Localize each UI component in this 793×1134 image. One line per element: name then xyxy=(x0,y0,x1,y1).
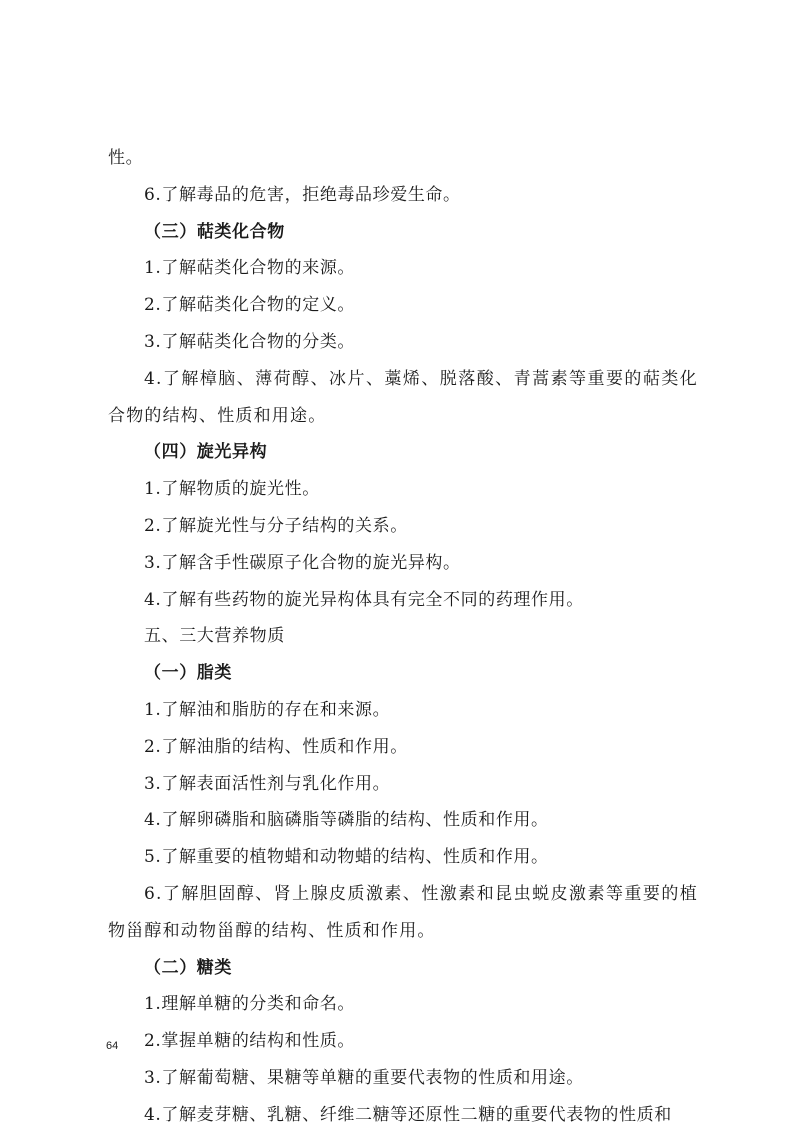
list-item: 4.了解麦芽糖、乳糖、纤维二糖等还原性二糖的重要代表物的性质和 xyxy=(144,1104,672,1125)
list-item: 2.了解旋光性与分子结构的关系。 xyxy=(144,515,408,536)
list-item: 4.了解有些药物的旋光异构体具有完全不同的药理作用。 xyxy=(144,589,584,610)
section-subheading: （一）脂类 xyxy=(144,663,232,684)
list-item: 2.了解萜类化合物的定义。 xyxy=(144,295,356,316)
section-heading: 五、三大营养物质 xyxy=(144,626,285,647)
list-item: 3.了解葡萄糖、果糖等单糖的重要代表物的性质和用途。 xyxy=(144,1067,584,1088)
list-item: 1.了解油和脂肪的存在和来源。 xyxy=(144,699,391,720)
list-item: 6.了解毒品的危害，拒绝毒品珍爱生命。 xyxy=(144,184,461,205)
page-number: 64 xyxy=(106,1040,119,1052)
list-item: 1.了解萜类化合物的来源。 xyxy=(144,258,356,279)
list-item: 1.理解单糖的分类和命名。 xyxy=(144,994,356,1015)
list-item: 5.了解重要的植物蜡和动物蜡的结构、性质和作用。 xyxy=(144,847,549,868)
list-item: 3.了解表面活性剂与乳化作用。 xyxy=(144,773,391,794)
section-subheading: （四）旋光异构 xyxy=(144,442,268,463)
list-item: 2.了解油脂的结构、性质和作用。 xyxy=(144,736,408,757)
list-item: 1.了解物质的旋光性。 xyxy=(144,479,320,500)
section-subheading: （三）萜类化合物 xyxy=(144,221,285,242)
document-body xyxy=(108,140,698,1134)
list-item: 4.了解樟脑、薄荷醇、冰片、藁烯、脱落酸、青蒿素等重要的萜类化合物的结构、性质和用途。 xyxy=(108,368,698,426)
list-item: 3.了解含手性碳原子化合物的旋光异构。 xyxy=(144,552,461,573)
continuation-text: 性。 xyxy=(108,148,144,168)
list-item: 4.了解卵磷脂和脑磷脂等磷脂的结构、性质和作用。 xyxy=(144,810,549,831)
section-subheading: （二）糖类 xyxy=(144,957,232,978)
list-item: 6.了解胆固醇、肾上腺皮质激素、性激素和昆虫蜕皮激素等重要的植物甾醇和动物甾醇的结构、性质和作用。 xyxy=(108,883,698,941)
list-item: 3.了解萜类化合物的分类。 xyxy=(144,331,356,352)
list-item: 2.掌握单糖的结构和性质。 xyxy=(144,1031,356,1052)
